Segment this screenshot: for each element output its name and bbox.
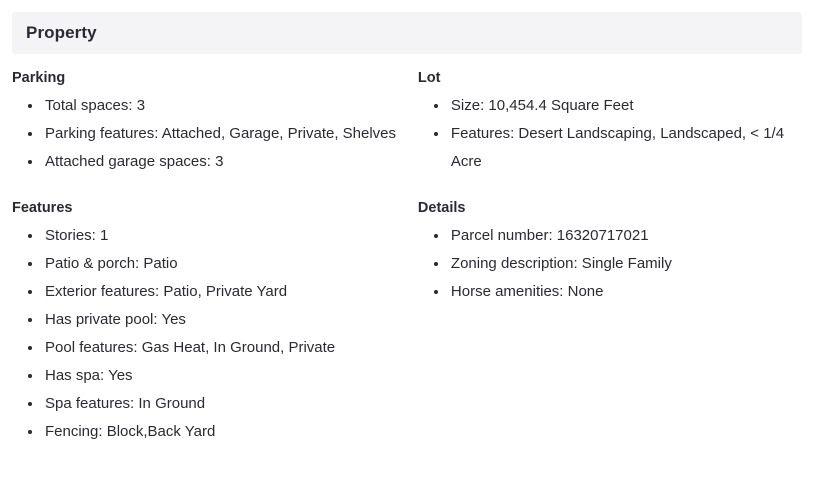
list-item: • Patio & porch: Patio (43, 250, 408, 278)
group-parking (12, 70, 408, 176)
list-item: • Stories: 1 (43, 222, 408, 250)
list-item: • Parking features: Attached, Garage, Private, Shelves (43, 120, 408, 148)
list-item: • Has private pool: Yes (43, 306, 408, 334)
list-item: • Attached garage spaces: 3 (43, 148, 408, 176)
group-title-lot: Lot (417, 70, 441, 86)
group-title-features: Features (12, 200, 73, 216)
group-title-parking: Parking (12, 70, 66, 86)
list-item: • Horse amenities: None (449, 278, 802, 306)
right-column (418, 70, 802, 452)
list-item: • Parcel number: 16320717021 (449, 222, 802, 250)
list-item: • Fencing: Block,Back Yard (43, 418, 408, 446)
left-column (12, 70, 418, 452)
group-features (12, 200, 408, 446)
fact-list-parking (12, 92, 408, 176)
property-section-header (12, 12, 802, 54)
group-lot (418, 70, 802, 176)
fact-list-lot (418, 92, 802, 176)
list-item: • Exterior features: Patio, Private Yard (43, 278, 408, 306)
page-title: Property (26, 23, 97, 42)
group-details (418, 200, 802, 306)
list-item: • Spa features: In Ground (43, 390, 408, 418)
property-columns (12, 70, 802, 452)
list-item: • Zoning description: Single Family (449, 250, 802, 278)
list-item: • Size: 10,454.4 Square Feet (449, 92, 802, 120)
list-item: • Has spa: Yes (43, 362, 408, 390)
list-item: • Features: Desert Landscaping, Landscaped, < 1/4 Acre (449, 120, 802, 176)
list-item: • Total spaces: 3 (43, 92, 408, 120)
list-item: • Pool features: Gas Heat, In Ground, Private (43, 334, 408, 362)
fact-list-details (418, 222, 802, 306)
group-title-details: Details (417, 200, 466, 216)
fact-list-features (12, 222, 408, 446)
